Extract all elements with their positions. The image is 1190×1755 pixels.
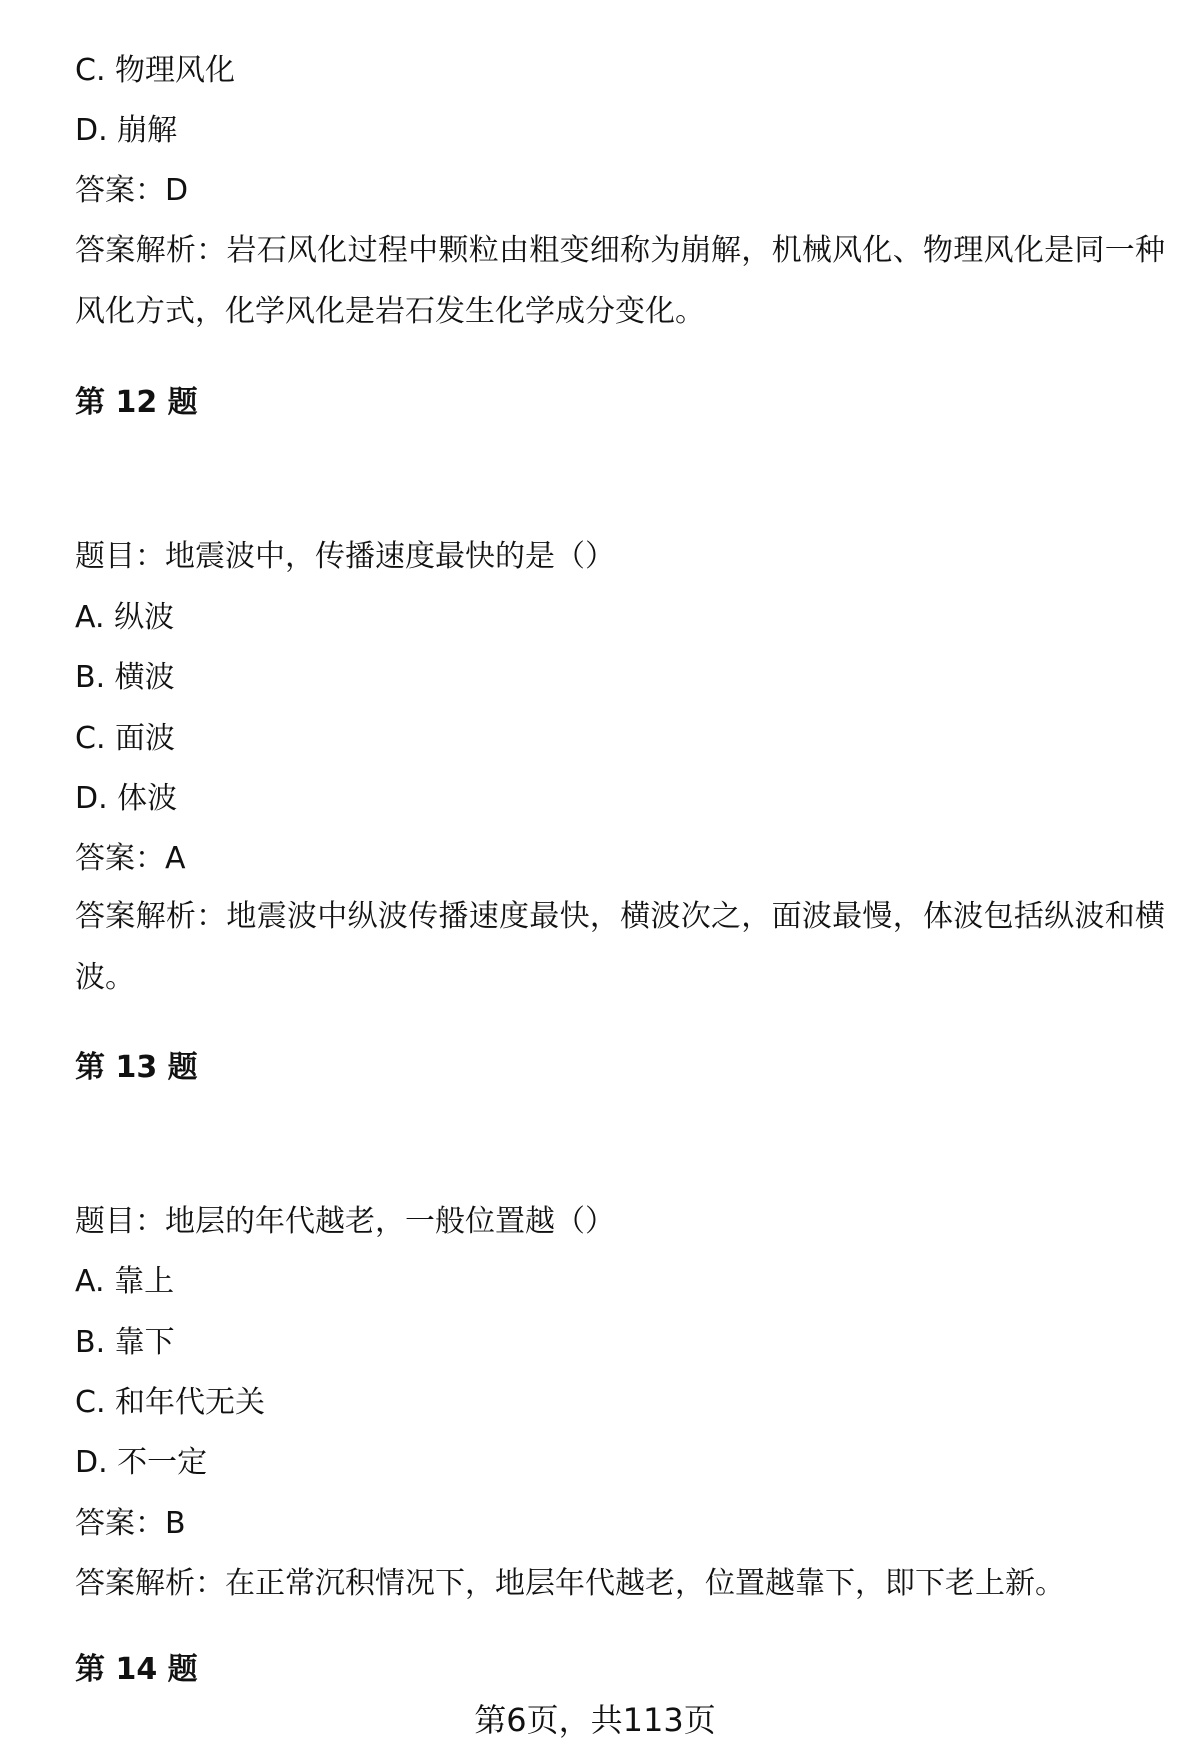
q13-option-a: A. 靠上 (75, 1264, 175, 1299)
q12-option-b: B. 横波 (75, 660, 175, 695)
q12-option-c: C. 面波 (75, 721, 176, 756)
q13-explanation: 答案解析：在正常沉积情况下，地层年代越老，位置越靠下，即下老上新。 (75, 1566, 1065, 1601)
q13-answer: 答案：B (75, 1506, 186, 1541)
q11-option-d: D. 崩解 (75, 113, 178, 148)
q14-heading: 第 14 题 (75, 1652, 198, 1687)
q13-question: 题目：地层的年代越老，一般位置越（） (75, 1204, 615, 1239)
q12-question: 题目：地震波中，传播速度最快的是（） (75, 539, 615, 574)
q12-heading: 第 12 题 (75, 385, 198, 420)
q12-explanation: 答案解析：地震波中纵波传播速度最快，横波次之，面波最慢，体波包括纵波和横波。 (75, 899, 1165, 995)
q11-explanation: 答案解析：岩石风化过程中颗粒由粗变细称为崩解，机械风化、物理风化是同一种风化方式，化学风化是岩石发生化学成分变化。 (75, 233, 1165, 329)
page-indicator: 第6页，共113页 (474, 1701, 716, 1739)
q13-option-d: D. 不一定 (75, 1445, 208, 1480)
q12-answer: 答案：A (75, 841, 186, 876)
q11-answer: 答案：D (75, 173, 189, 208)
q13-option-b: B. 靠下 (75, 1325, 175, 1360)
q11-option-c: C. 物理风化 (75, 53, 236, 88)
q12-option-d: D. 体波 (75, 781, 178, 816)
q12-option-a: A. 纵波 (75, 600, 175, 635)
q13-option-c: C. 和年代无关 (75, 1385, 266, 1420)
q13-heading: 第 13 题 (75, 1050, 198, 1085)
